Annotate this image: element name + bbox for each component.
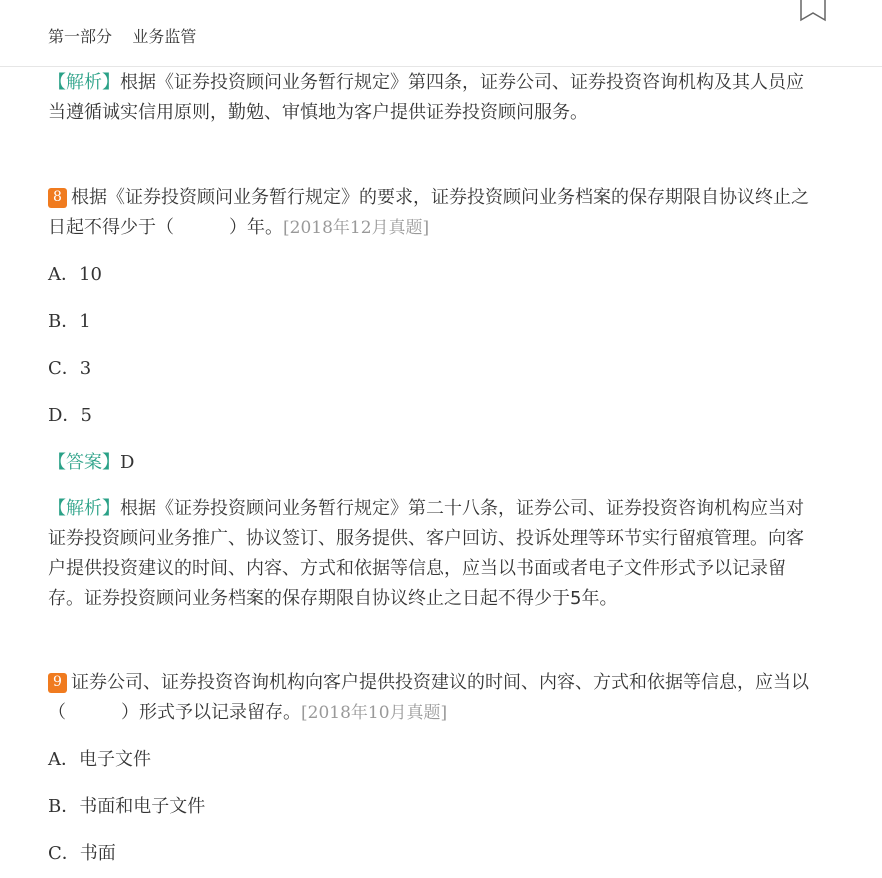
prev-analysis xyxy=(48,68,818,128)
answer-tag: 【答案】 xyxy=(48,452,120,473)
option-letter: C． xyxy=(48,843,80,864)
question-8 xyxy=(48,183,818,243)
option-letter: A． xyxy=(48,264,79,285)
option-d[interactable] xyxy=(48,401,818,431)
option-letter: B． xyxy=(48,796,80,817)
option-text: 书面 xyxy=(79,843,116,864)
option-text: 电子文件 xyxy=(79,749,151,770)
option-text: 10 xyxy=(79,264,102,285)
option-text: 3 xyxy=(79,358,92,379)
question-text-before: 根据《证券投资顾问业务暂行规定》的要求，证券投资顾问业务档案的保存期限自协议终止之日起不得少于（ xyxy=(48,187,809,238)
question-9 xyxy=(48,668,818,728)
page-header xyxy=(0,0,882,67)
option-text: 5 xyxy=(80,405,92,426)
analysis-text: 根据《证券投资顾问业务暂行规定》第四条，证券公司、证券投资咨询机构及其人员应当遵循诚实信用原则，勤勉、审慎地为客户提供证券投资顾问服务。 xyxy=(48,72,804,123)
question-number-badge: 9 xyxy=(48,673,67,693)
option-b[interactable] xyxy=(48,307,818,337)
question-source: [2018年10月真题] xyxy=(301,703,448,723)
question-text-after: ）年。 xyxy=(229,217,283,238)
option-b[interactable] xyxy=(48,792,818,822)
option-c[interactable] xyxy=(48,839,818,869)
option-text: 书面和电子文件 xyxy=(79,796,206,817)
answer-value: D xyxy=(120,452,135,473)
option-a[interactable] xyxy=(48,745,818,775)
analysis-text: 根据《证券投资顾问业务暂行规定》第二十八条，证券公司、证券投资咨询机构应当对证券投资顾问业务推广、协议签订、服务提供、客户回访、投诉处理等环节实行留痕管理。向客户提供投资建议的时间、内容、方式和依据等信息，应当以书面或者电子文件形式予以记录留存。证券投资顾问业务档案的保存期限自协议终止之日起不得少于5年。 xyxy=(48,498,804,609)
option-letter: A． xyxy=(48,749,79,770)
question-text-before: 证券公司、证券投资咨询机构向客户提供投资建议的时间、内容、方式和依据等信息，应当以（ xyxy=(48,672,809,723)
content-area xyxy=(48,66,818,869)
question-number-badge: 8 xyxy=(48,188,67,208)
option-letter: C． xyxy=(48,358,80,379)
answer-line xyxy=(48,448,818,478)
analysis-tag: 【解析】 xyxy=(48,72,120,93)
analysis-tag: 【解析】 xyxy=(48,498,120,519)
option-letter: D． xyxy=(48,405,81,426)
question-text-after: ）形式予以记录留存。 xyxy=(121,702,301,723)
option-c[interactable] xyxy=(48,354,818,384)
option-text: 1 xyxy=(79,311,91,332)
q8-analysis xyxy=(48,494,818,614)
section-title: 第一部分 业务监管 xyxy=(48,27,197,46)
option-letter: B． xyxy=(48,311,80,332)
question-source: [2018年12月真题] xyxy=(283,218,430,238)
option-a[interactable] xyxy=(48,260,818,290)
bookmark-icon[interactable] xyxy=(800,0,826,22)
